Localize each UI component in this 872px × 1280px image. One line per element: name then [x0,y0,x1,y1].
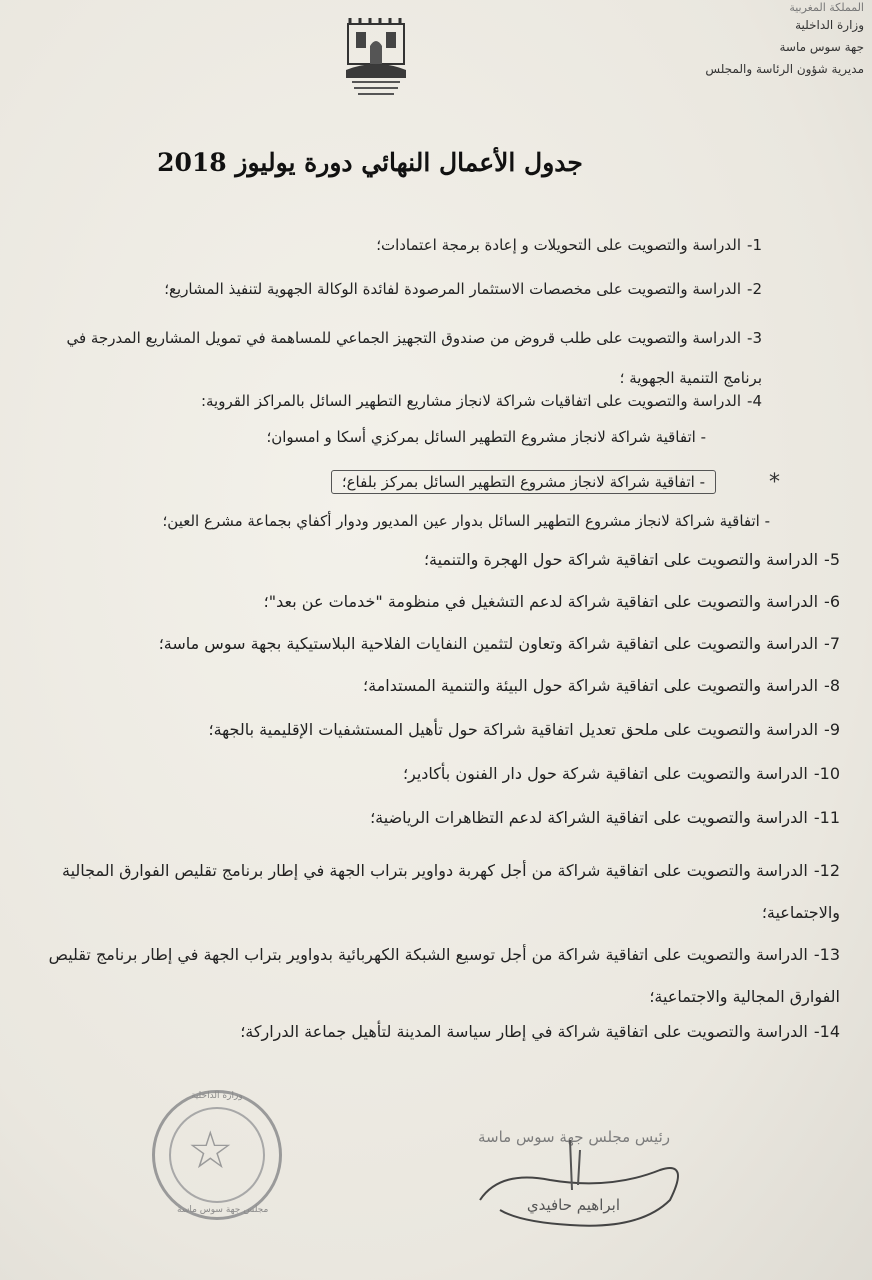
agenda-item-5: 5-الدراسة والتصويت على اتفاقية شراكة حول الهجرة والتنمية؛ [423,550,840,569]
letterhead-region: جهة سوس ماسة [779,40,864,54]
agenda-item-2: 2-الدراسة والتصويت على مخصصات الاستثمار المرصودة لفائدة الوكالة الجهوية لتنفيذ المشاريع؛ [164,280,762,298]
letterhead-directorate: مديرية شؤون الرئاسة والمجلس [705,62,864,76]
agenda-item-7: 7-الدراسة والتصويت على اتفاقية شراكة وتعاون لتثمين النفايات الفلاحية البلاستيكية بجهة سوس ماسة؛ [158,634,840,653]
signatory-title: رئيس مجلس جهة سوس ماسة [477,1128,670,1146]
agenda-item-11: 11-الدراسة والتصويت على اتفاقية الشراكة لدعم التظاهرات الرياضية؛ [370,808,840,827]
document-title: جدول الأعمال النهائي دورة يوليوز 2018 [157,148,583,177]
agenda-item-3: 3-الدراسة والتصويت على طلب قروض من صندوق التجهيز الجماعي للمساهمة في تمويل المشاريع المدرجة في برنامج التنمية الجهوية ؛ [66,329,762,387]
handwritten-annotation-mark: * [769,470,780,495]
star-icon: ☆ [187,1121,234,1181]
handwritten-signature-icon [460,1130,700,1240]
agenda-item-14: 14-الدراسة والتصويت على اتفاقية شراكة في إطار سياسة المدينة لتأهيل جماعة الدراركة؛ [240,1022,840,1041]
regional-emblem-icon [336,18,416,100]
agenda-subitem-2-boxed: - اتفاقية شراكة لانجاز مشروع التطهير السائل بمركز بلفاع؛ [331,470,716,494]
agenda-item-6: 6-الدراسة والتصويت على اتفاقية شراكة لدعم التشغيل في منظومة "خدمات عن بعد"؛ [263,592,840,611]
agenda-item-12: 12-الدراسة والتصويت على اتفاقية شراكة من أجل كهربة دواوير بتراب الجهة في إطار برنامج تقليص الفوارق المجالية والاجتماعية؛ [62,861,840,922]
stamp-text-top: وزارة الداخلية [191,1091,243,1101]
agenda-item-9: 9-الدراسة والتصويت على ملحق تعديل اتفاقية شراكة حول تأهيل المستشفيات الإقليمية بالجهة؛ [208,720,840,739]
agenda-subitem-1: - اتفاقية شراكة لانجاز مشروع التطهير السائل بمركزي أسكا و امسوان؛ [266,428,706,446]
letterhead-kingdom: المملكة المغربية [789,1,864,14]
agenda-item-1: 1-الدراسة والتصويت على التحويلات و إعادة برمجة اعتمادات؛ [376,236,762,254]
official-stamp [152,1090,282,1220]
agenda-subitem-3: - اتفاقية شراكة لانجاز مشروع التطهير السائل بدوار عين المديور ودوار أكفاي بجماعة مشرع العين؛ [162,512,770,530]
agenda-item-10: 10-الدراسة والتصويت على اتفاقية شركة حول دار الفنون بأكادير؛ [402,764,840,783]
agenda-item-13: 13-الدراسة والتصويت على اتفاقية شراكة من أجل توسيع الشبكة الكهربائية بدواوير بتراب الجهة في إطار برنامج تقليص الفوارق المجالية والاجتماعية؛ [48,945,840,1006]
stamp-text-bottom: مجلس جهة سوس ماسة [177,1205,269,1215]
agenda-item-4: 4-الدراسة والتصويت على اتفاقيات شراكة لانجاز مشاريع التطهير السائل بالمراكز القروية: [200,392,762,410]
signatory-name: ابراهيم حافيدي [526,1196,620,1214]
letterhead-ministry: وزارة الداخلية [795,18,864,32]
agenda-item-8: 8-الدراسة والتصويت على اتفاقية شراكة حول البيئة والتنمية المستدامة؛ [363,676,840,695]
letterhead [664,2,864,80]
